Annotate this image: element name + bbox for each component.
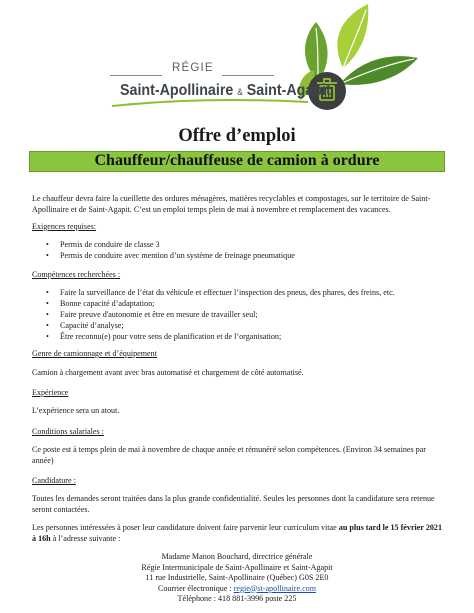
list-item: • Permis de conduire avec mention d’un système de freinage pneumatique: [32, 250, 444, 261]
logo-regie-text: RÉGIE: [172, 62, 214, 74]
logo-brand-text: Saint-Apollinaire & Saint-Agapit: [120, 82, 331, 99]
job-title: Chauffeur/chauffeuse de camion à ordure: [94, 152, 380, 169]
section-exigences-heading: Exigences requises:: [32, 222, 97, 231]
experience-text: L’expérience sera un atout.: [32, 406, 120, 415]
contact-phone: Téléphone : 418 881-3996 poste 225: [177, 594, 297, 603]
contact-email-line: Courrier électronique : regie@st-apollinaire.com: [157, 583, 317, 593]
section-experience-heading: Expérience: [32, 388, 69, 397]
competences-list: [32, 287, 444, 342]
logo-swoosh: [112, 100, 308, 106]
section-genre-heading: Genre de camionnage et d’équipement: [32, 349, 157, 358]
deadline: au plus tard le 15 février 2021 à 16h: [32, 523, 443, 544]
logo-rule-right: [222, 75, 274, 76]
list-item: • Permis de conduire de classe 3: [32, 239, 444, 250]
page-title: Offre d’emploi: [178, 126, 296, 146]
exigences-list: [32, 239, 444, 261]
candidature-text-2: Les personnes intéressées à poser leur candidature doivent faire parvenir leur curriculum vitae au plus tard le 15 février 2021 à 16h à l’adresse suivante :: [32, 523, 443, 544]
email-link[interactable]: regie@st-apollinaire.com: [233, 583, 317, 593]
contact-name: Madame Manon Bouchard, directrice générale: [161, 552, 313, 561]
contact-org: Régie Intermunicipale de Saint-Apollinaire et Saint-Agapit: [141, 562, 333, 572]
list-item: • Faire preuve d'autonomie et être en mesure de travailler seul;: [32, 309, 444, 320]
list-item: • Capacité d’analyse;: [32, 320, 444, 331]
leaf-top-icon: [337, 4, 368, 68]
conditions-text: Ce poste est à temps plein de mai à novembre de chaque année et rémunéré selon compétences. (Environ 34 semaines par année): [32, 445, 426, 466]
intro-paragraph: Le chauffeur devra faire la cueillette des ordures ménagères, matières recyclables et compostages, sur le territoire de Saint-Apollinaire et de Saint-Agapit. C’est un emploi temps plein de mai à novembre et remplacement des vacances.: [32, 194, 431, 215]
section-candidature-heading: Candidature :: [32, 476, 76, 485]
regie-logo: [0, 0, 474, 122]
genre-text: Camion à chargement avant avec bras automatisé et chargement de côté automatisé.: [32, 368, 304, 377]
list-item: • Faire la surveillance de l’état du véhicule et effectuer l’inspection des pneus, des phares, des freins, etc.: [32, 287, 444, 298]
contact-address: 11 rue Industrielle, Saint-Apollinaire (Québec) G0S 2E0: [145, 573, 329, 582]
section-competences-heading: Compétences recherchées :: [32, 270, 121, 279]
list-item: • Bonne capacité d’adaptation;: [32, 298, 444, 309]
section-conditions-heading: Conditions salariales :: [32, 427, 104, 436]
list-item: • Être reconnu(e) pour votre sens de planification et de l’organisation;: [32, 331, 444, 342]
contact-block: [0, 552, 474, 605]
logo-rule-left: [110, 75, 162, 76]
candidature-text-1: Toutes les demandes seront traitées dans la plus grande confidentialité. Seules les personnes dont la candidature sera retenue seront contactées.: [32, 494, 435, 515]
